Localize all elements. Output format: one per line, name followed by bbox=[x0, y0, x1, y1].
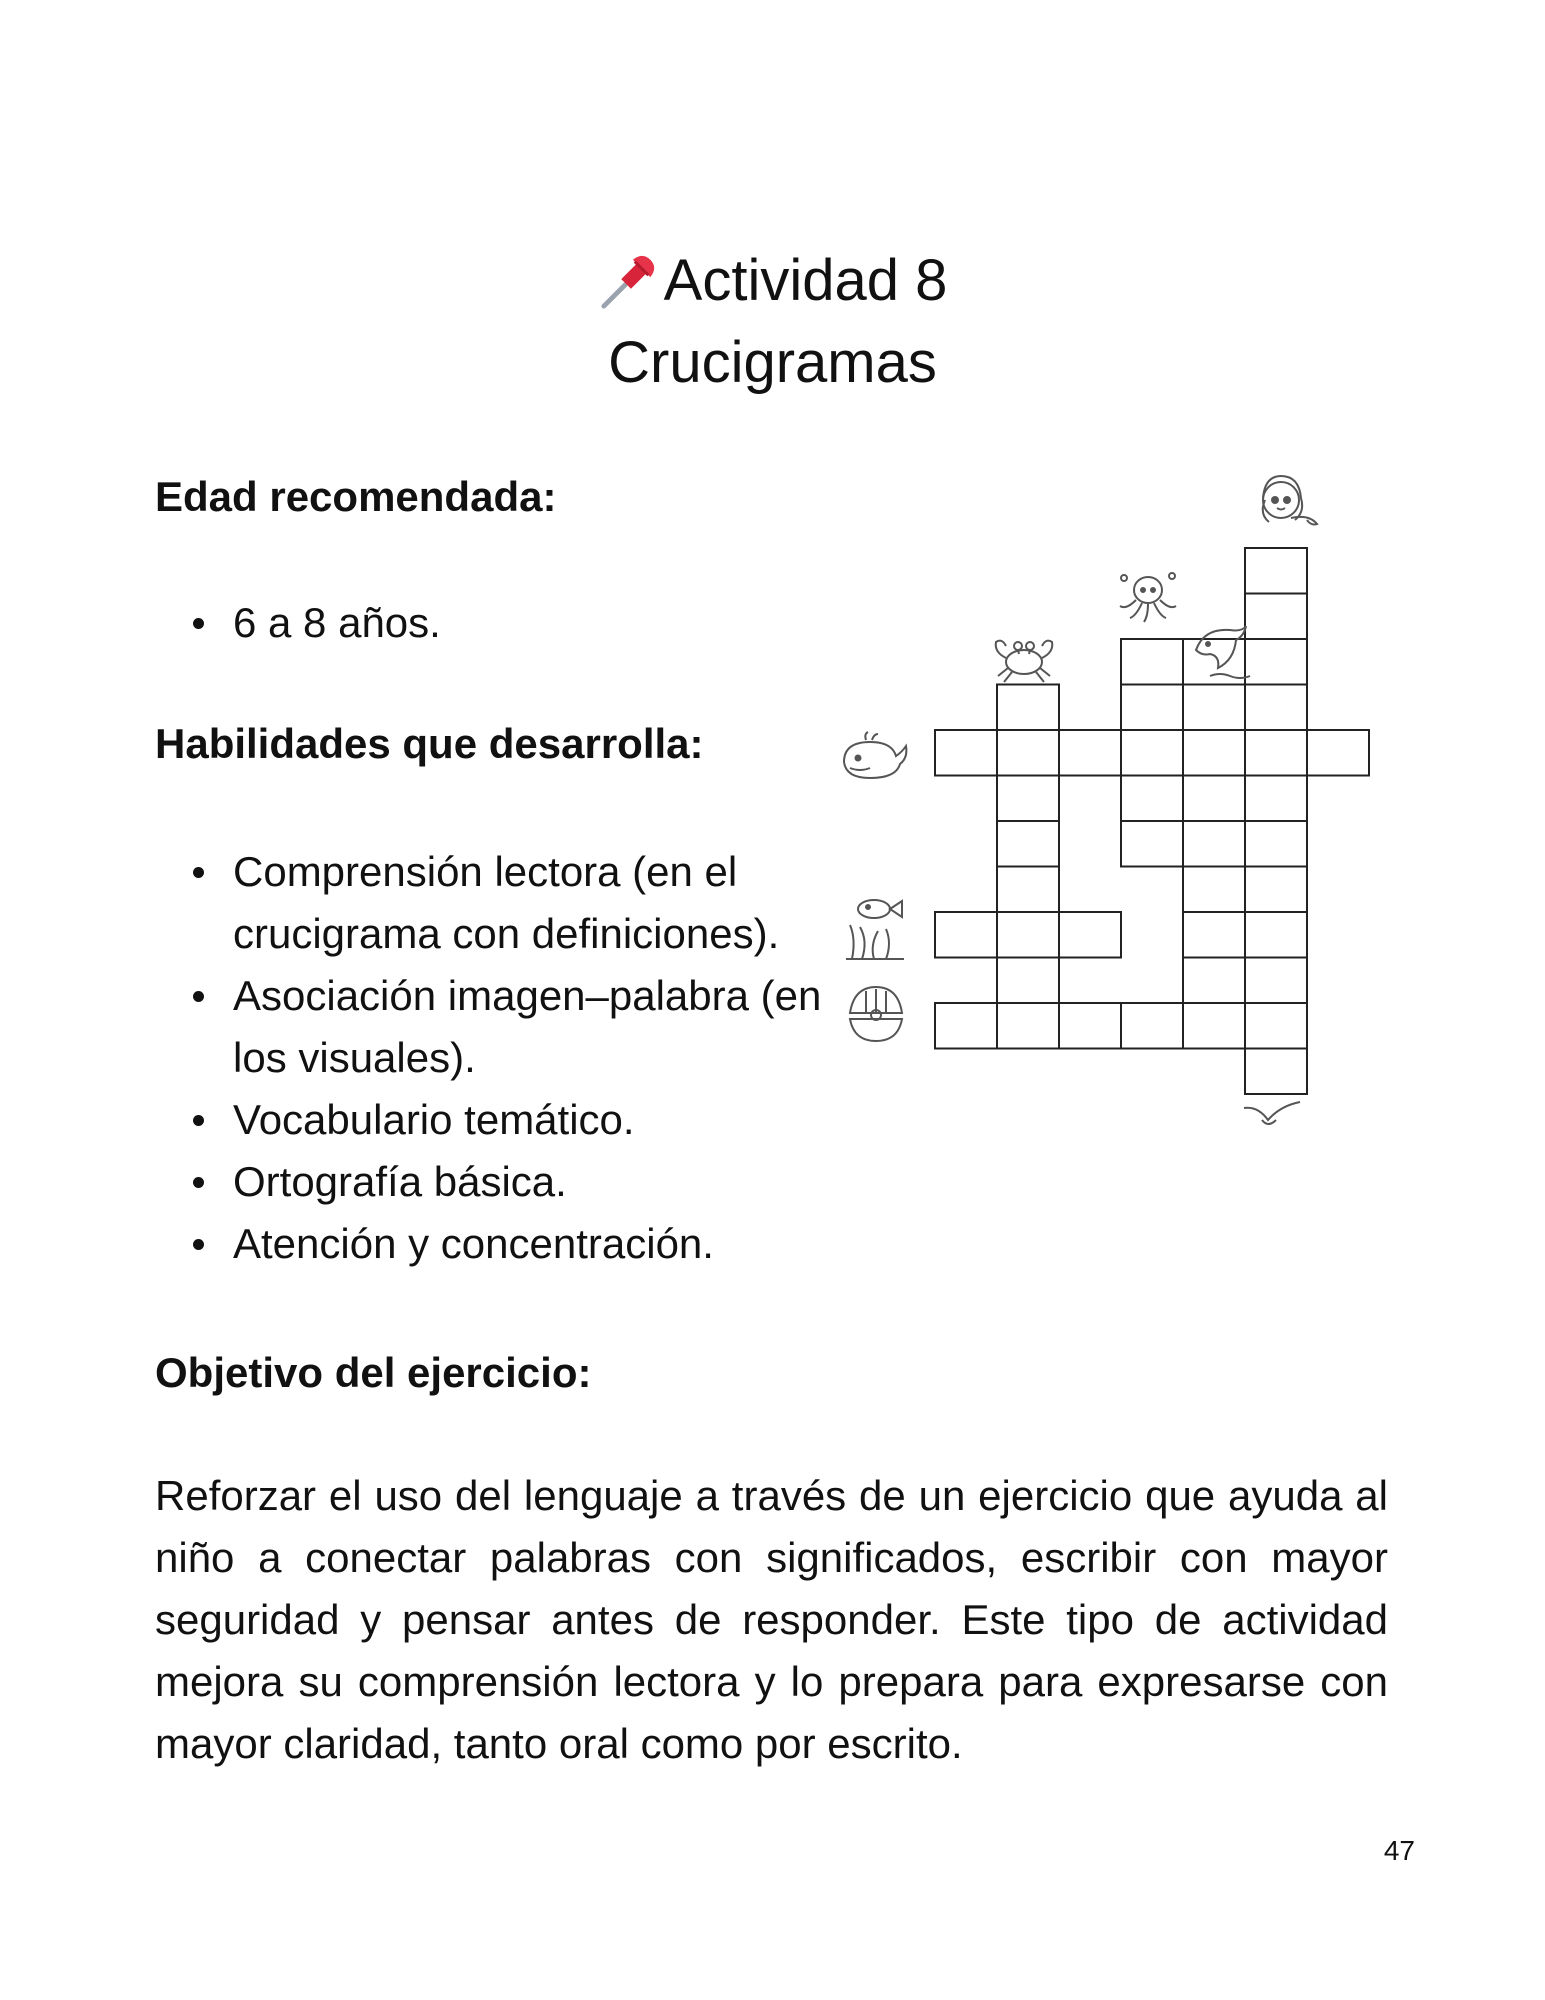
crossword-cell bbox=[1245, 958, 1307, 1004]
crossword-cell bbox=[1121, 730, 1183, 776]
list-item: Asociación imagen–palabra (en los visuales). bbox=[155, 965, 835, 1089]
crossword-cell bbox=[1245, 1049, 1307, 1095]
crossword-puzzle bbox=[840, 470, 1400, 1150]
crossword-cell bbox=[1183, 776, 1245, 822]
whale-icon bbox=[844, 732, 906, 778]
clam-icon bbox=[850, 987, 902, 1041]
crossword-cell bbox=[997, 730, 1059, 776]
list-item: Comprensión lectora (en el crucigrama con definiciones). bbox=[155, 841, 835, 965]
age-heading: Edad recomendada: bbox=[155, 473, 557, 520]
skills-heading: Habilidades que desarrolla: bbox=[155, 720, 704, 767]
crossword-cell bbox=[997, 685, 1059, 731]
crossword-cell bbox=[1183, 730, 1245, 776]
crossword-cell bbox=[997, 912, 1059, 958]
crossword-cell bbox=[1183, 958, 1245, 1004]
list-item: Vocabulario temático. bbox=[155, 1089, 835, 1151]
crossword-cell bbox=[1059, 912, 1121, 958]
title-line-2: Crucigramas bbox=[608, 330, 937, 395]
crossword-cell bbox=[1059, 1003, 1121, 1049]
crossword-cell bbox=[997, 776, 1059, 822]
title-line-1: Actividad 8 bbox=[663, 248, 948, 313]
crossword-cell bbox=[935, 1003, 997, 1049]
crossword-cell bbox=[935, 730, 997, 776]
crossword-cell bbox=[935, 912, 997, 958]
crossword-cell bbox=[1121, 776, 1183, 822]
crossword-cell bbox=[1245, 730, 1307, 776]
crossword-grid bbox=[935, 548, 1369, 1094]
crossword-cell bbox=[997, 1003, 1059, 1049]
crossword-cell bbox=[1245, 685, 1307, 731]
crossword-cell bbox=[1183, 912, 1245, 958]
crossword-cell bbox=[1245, 776, 1307, 822]
list-item: Ortografía básica. bbox=[155, 1151, 835, 1213]
crossword-cell bbox=[1245, 548, 1307, 594]
crossword-cell bbox=[1059, 730, 1121, 776]
crossword-cell bbox=[1245, 639, 1307, 685]
list-item: 6 a 8 años. bbox=[155, 592, 441, 654]
mermaid-icon bbox=[1263, 476, 1317, 525]
crossword-cell bbox=[1245, 867, 1307, 913]
crossword-cell bbox=[1121, 639, 1183, 685]
crossword-cell bbox=[1121, 685, 1183, 731]
crab-icon bbox=[996, 641, 1053, 682]
crossword-cell bbox=[997, 821, 1059, 867]
fish-icon bbox=[846, 900, 904, 959]
crossword-cell bbox=[1183, 685, 1245, 731]
skills-list bbox=[155, 841, 835, 1275]
objective-heading: Objetivo del ejercicio: bbox=[155, 1349, 592, 1396]
crossword-cell bbox=[997, 958, 1059, 1004]
activity-title bbox=[0, 240, 1545, 322]
crossword-cell bbox=[1121, 821, 1183, 867]
crossword-cell bbox=[1121, 1003, 1183, 1049]
list-item: Atención y concentración. bbox=[155, 1213, 835, 1275]
page-number: 47 bbox=[1383, 1835, 1415, 1866]
crossword-cell bbox=[1183, 867, 1245, 913]
crossword-cell bbox=[1245, 912, 1307, 958]
seagull-icon bbox=[1244, 1102, 1300, 1124]
crossword-cell bbox=[997, 867, 1059, 913]
crossword-cell bbox=[1183, 1003, 1245, 1049]
pushpin-icon bbox=[598, 250, 660, 312]
crossword-cell bbox=[1245, 821, 1307, 867]
crossword-cell bbox=[1245, 1003, 1307, 1049]
title-block bbox=[0, 240, 1545, 404]
octopus-icon bbox=[1120, 573, 1176, 622]
crossword-cell bbox=[1245, 594, 1307, 640]
crossword-cell bbox=[1183, 821, 1245, 867]
crossword-cell bbox=[1307, 730, 1369, 776]
objective-text: Reforzar el uso del lenguaje a través de un ejercicio que ayuda al niño a conectar palabras con significados, escribir con mayor seguridad y pensar antes de responder. Este tipo de actividad mejora su comprensión lectora y lo prepara para expresarse con mayor claridad, tanto oral como por escrito. bbox=[155, 1472, 1388, 1767]
age-list bbox=[155, 592, 441, 654]
